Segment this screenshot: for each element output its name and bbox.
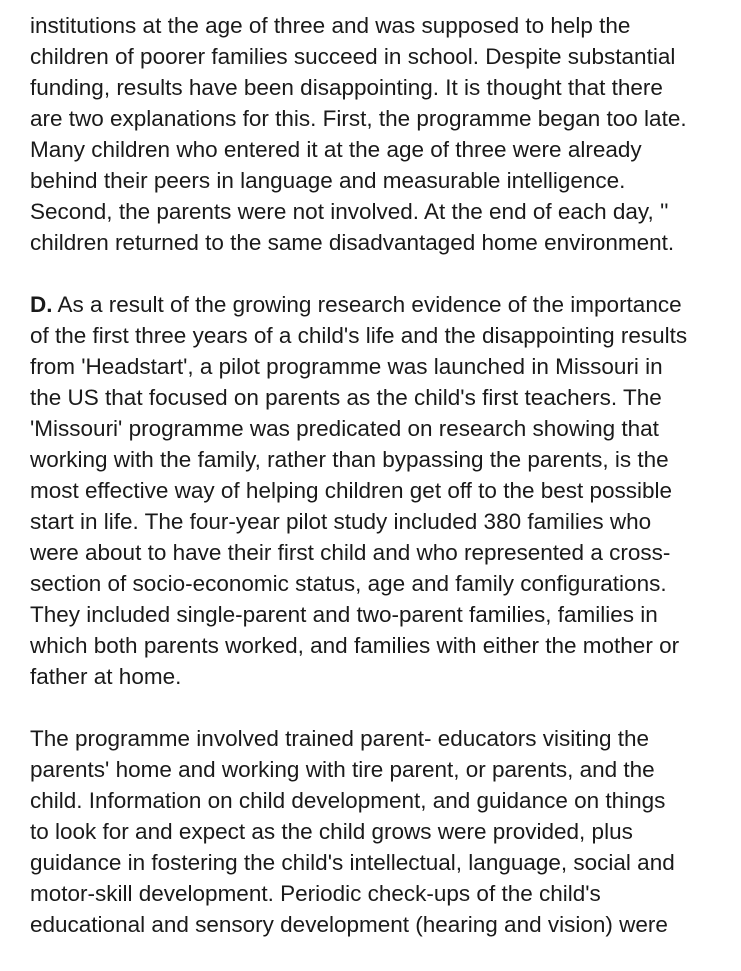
text-line: 'Missouri' programme was predicated on research showing that xyxy=(30,416,659,441)
text-line: behind their peers in language and measurable intelligence. xyxy=(30,168,626,193)
text-line: educational and sensory development (hearing and vision) were xyxy=(30,912,668,937)
text-line: were about to have their first child and who represented a cross- xyxy=(30,540,671,565)
text-line: institutions at the age of three and was supposed to help the xyxy=(30,13,631,38)
text-line: parents' home and working with tire parent, or parents, and the xyxy=(30,757,655,782)
text-line: The programme involved trained parent- educators visiting the xyxy=(30,726,650,751)
text-line: Second, the parents were not involved. At the end of each day, '' xyxy=(30,199,669,224)
text-line: section of socio-economic status, age and family configurations. xyxy=(30,571,667,596)
text-line: from 'Headstart', a pilot programme was launched in Missouri in xyxy=(30,354,663,379)
text-line: the US that focused on parents as the child's first teachers. The xyxy=(30,385,662,410)
text-line: father at home. xyxy=(30,664,182,689)
text-line-rest: As a result of the growing research evidence of the importance xyxy=(52,292,682,317)
paragraph-c-continued xyxy=(30,10,730,258)
paragraph-label: D. xyxy=(30,292,53,317)
text-line: most effective way of helping children get off to the best possible xyxy=(30,478,673,503)
text-line: Many children who entered it at the age of three were already xyxy=(30,137,642,162)
text-line: which both parents worked, and families with either the mother or xyxy=(30,633,680,658)
text-line: working with the family, rather than bypassing the parents, is the xyxy=(30,447,669,472)
text-line: children of poorer families succeed in school. Despite substantial xyxy=(30,44,676,69)
text-line: are two explanations for this. First, the programme began too late. xyxy=(30,106,687,131)
text-line: motor-skill development. Periodic check-ups of the child's xyxy=(30,881,601,906)
paragraph-d-continued xyxy=(30,723,730,940)
text-line: child. Information on child development, and guidance on things xyxy=(30,788,666,813)
text-line: of the first three years of a child's life and the disappointing results xyxy=(30,323,688,348)
text-line xyxy=(30,289,730,320)
text-line: to look for and expect as the child grows were provided, plus xyxy=(30,819,633,844)
text-line: start in life. The four-year pilot study included 380 families who xyxy=(30,509,652,534)
text-line: guidance in fostering the child's intellectual, language, social and xyxy=(30,850,675,875)
paragraph-d xyxy=(30,289,730,692)
text-line: children returned to the same disadvantaged home environment. xyxy=(30,230,675,255)
document-page xyxy=(30,10,730,971)
text-line: They included single-parent and two-parent families, families in xyxy=(30,602,658,627)
text-line: funding, results have been disappointing. It is thought that there xyxy=(30,75,663,100)
